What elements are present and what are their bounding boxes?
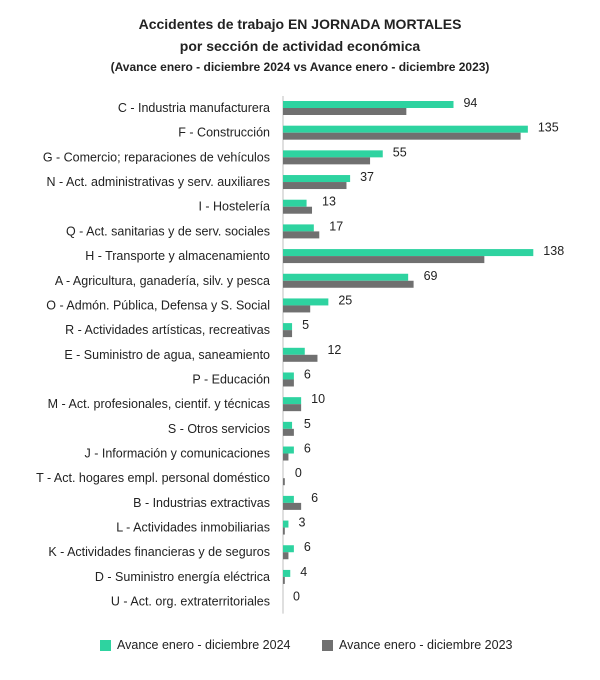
category-label: C - Industria manufacturera [117, 101, 270, 115]
bar-2024 [283, 249, 533, 256]
bar-2024 [283, 348, 305, 355]
data-label-2024: 4 [300, 564, 308, 579]
bar-2023 [283, 404, 301, 411]
bar-2024 [283, 397, 301, 404]
legend-item-2023 [322, 638, 513, 652]
category-label: S - Otros servicios [167, 421, 270, 436]
data-label-2024: 0 [293, 589, 300, 604]
data-label-2024: 6 [303, 540, 311, 555]
legend-swatch-2023 [322, 640, 333, 651]
category-label: A - Agricultura, ganadería, silv. y pesca [54, 273, 270, 288]
data-label-2024: 5 [302, 318, 310, 333]
category-label: M - Act. profesionales, cientif. y técnicas [47, 397, 270, 412]
bar-2023 [283, 157, 370, 164]
category-label: E - Suministro de agua, saneamiento [64, 347, 270, 362]
category-label: U - Act. org. extraterritoriales [110, 594, 270, 609]
category-label: P - Educación [192, 372, 270, 387]
bar-2024 [283, 521, 288, 528]
bar-2024 [283, 570, 290, 577]
chart-subtitle: por sección de actividad económica [179, 38, 421, 54]
bar-2023 [283, 281, 414, 288]
bar-2023 [283, 454, 288, 461]
bar-2023 [283, 330, 292, 337]
category-label: F - Construcción [178, 125, 270, 140]
bar-2023 [283, 108, 406, 115]
data-label-2024: 17 [329, 219, 344, 234]
data-label-2024: 55 [392, 145, 407, 160]
bar-2023 [283, 503, 301, 510]
data-label-2024: 135 [537, 120, 559, 135]
bar-2024 [283, 224, 314, 231]
bar-2023 [283, 207, 312, 214]
bar-2023 [283, 379, 294, 386]
category-label: B - Industrias extractivas [133, 495, 270, 510]
bar-2023 [283, 305, 310, 312]
legend-swatch-2024 [100, 640, 111, 651]
bar-2023 [283, 355, 317, 362]
data-label-2024: 6 [311, 490, 319, 505]
bar-2023 [283, 182, 346, 189]
bar-2024 [283, 447, 294, 454]
data-label-2024: 69 [423, 268, 438, 283]
data-label-2024: 6 [303, 367, 311, 382]
chart-period-subtitle: (Avance enero - diciembre 2024 vs Avance enero - diciembre 2023) [110, 60, 490, 74]
data-label-2024: 37 [360, 170, 375, 185]
category-label: Q - Act. sanitarias y de serv. sociales [65, 224, 270, 239]
bar-2024 [283, 323, 292, 330]
bar-2024 [283, 496, 294, 503]
bar-2023 [283, 231, 319, 238]
chart-title: Accidentes de trabajo EN JORNADA MORTALES [138, 16, 462, 32]
bar-2024 [283, 200, 307, 207]
category-label: D - Suministro energía eléctrica [94, 569, 270, 584]
category-label: J - Información y comunicaciones [84, 446, 270, 461]
bar-2023 [283, 552, 288, 559]
data-label-2024: 10 [311, 392, 326, 407]
category-label: G - Comercio; reparaciones de vehículos [42, 150, 270, 165]
bar-2024 [283, 422, 292, 429]
bar-2023 [283, 429, 294, 436]
bar-2023 [283, 133, 521, 140]
category-label: K - Actividades financieras y de seguros [48, 545, 270, 560]
data-label-2024: 94 [463, 96, 478, 110]
data-label-2024: 6 [303, 441, 311, 456]
legend-item-2024 [100, 638, 291, 652]
data-label-2024: 3 [298, 515, 306, 530]
data-label-2024: 13 [322, 194, 336, 209]
bar-2023 [283, 256, 484, 263]
bar-2023 [283, 478, 285, 485]
bar-2024 [283, 101, 453, 108]
bar-2024 [283, 150, 383, 157]
category-label: O - Admón. Pública, Defensa y S. Social [46, 298, 270, 313]
category-label: H - Transporte y almacenamiento [85, 249, 270, 264]
bar-2024 [283, 175, 350, 182]
data-label-2024: 12 [327, 342, 342, 357]
bar-2024 [283, 298, 328, 305]
data-label-2024: 5 [303, 416, 311, 431]
bar-2024 [283, 372, 294, 379]
category-label: R - Actividades artísticas, recreativas [65, 323, 270, 338]
data-label-2024: 138 [543, 244, 565, 259]
data-label-2024: 25 [338, 293, 353, 308]
bar-2023 [283, 577, 285, 584]
bar-2024 [283, 126, 528, 133]
legend-label-2024: Avance enero - diciembre 2024 [117, 638, 291, 652]
bar-2024 [283, 274, 408, 281]
category-label: N - Act. administrativas y serv. auxiliares [46, 175, 270, 190]
bar-2024 [283, 545, 294, 552]
bar-2023 [283, 528, 285, 535]
category-label: L - Actividades inmobiliarias [116, 520, 270, 535]
category-label: I - Hostelería [198, 199, 270, 214]
legend-label-2023: Avance enero - diciembre 2023 [339, 638, 513, 652]
data-label-2024: 0 [294, 466, 302, 481]
category-label: T - Act. hogares empl. personal doméstico [36, 471, 270, 486]
